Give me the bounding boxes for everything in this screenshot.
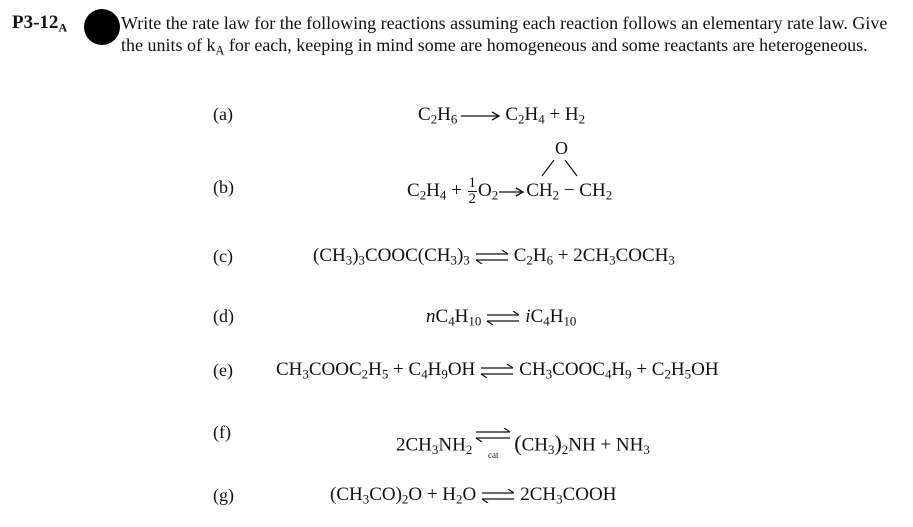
epoxide-oxygen: O xyxy=(555,138,568,158)
equilibrium-arrow-icon xyxy=(485,311,521,325)
reaction-label-f: (f) xyxy=(213,422,231,442)
reaction-label-c: (c) xyxy=(213,246,233,266)
reaction-e-equation: $CH_3COOC_2H_5 + C_4H_9OH$ $CH_3COOC_4H_9 + C_2H_5OH$ xyxy=(276,359,719,382)
reaction-c-equation: $(CH_3)_3COOC(CH_3)_3$ $C_2H_6$ + $2CH_3COCH_3$ xyxy=(313,245,675,268)
reaction-label-a: (a) xyxy=(213,104,233,124)
problem-statement: Write the rate law for the following reactions assuming each reaction follows an elementary rate law. Give the units of $k_A$ for each, keeping in mind some are homogeneous and some reactants are heterogeneous. xyxy=(121,13,888,58)
equilibrium-arrow-icon xyxy=(480,489,516,503)
equilibrium-arrow-icon xyxy=(479,364,515,378)
reaction-d-equation: $nC_4H_{10}$ $iC_4H_{10}$ xyxy=(426,306,577,329)
reaction-b-equation: $C_2H_4$ + $\frac{1}{2}$ $O_2$ $CH_2 - CH_2$ xyxy=(407,175,613,207)
reaction-g-equation: $(CH_3CO)_2O + H_2O$ $2CH_3COOH$ xyxy=(330,484,617,507)
reaction-label-g: (g) xyxy=(213,485,234,505)
difficulty-bullet-icon xyxy=(84,9,120,45)
catalyst-label: cat xyxy=(488,450,499,460)
equilibrium-arrow-icon xyxy=(474,250,510,264)
one-half-fraction: $\frac{1}{2}$ xyxy=(468,175,477,207)
reaction-f-equation: $2CH_3NH_2$ cat $(CH_3)_2NH + NH_3$ xyxy=(396,428,650,464)
problem-number: $P3-12_A$ xyxy=(12,12,68,35)
reaction-label-d: (d) xyxy=(213,306,234,326)
reaction-label-b: (b) xyxy=(213,177,234,197)
forward-arrow-icon xyxy=(461,111,501,121)
equilibrium-arrow-icon xyxy=(474,428,512,442)
reaction-a-equation: $C_2H_6$ $C_2H_4 + H_2$ xyxy=(418,104,586,127)
reaction-label-e: (e) xyxy=(213,360,233,380)
forward-arrow-icon xyxy=(499,187,525,197)
